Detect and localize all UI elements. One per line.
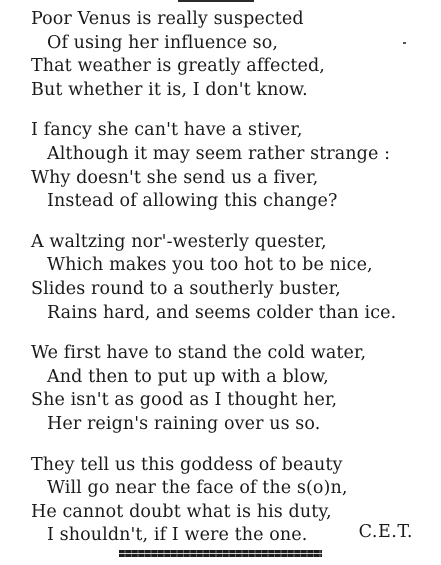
- poem-line: Rains hard, and seems colder than ice.: [47, 302, 397, 323]
- poem-line: That weather is greatly affected,: [31, 56, 325, 77]
- poem-line: Instead of allowing this change?: [47, 191, 338, 212]
- poem-line: He cannot doubt what is his duty,: [31, 501, 332, 522]
- stanza-3: [0, 231, 441, 325]
- poem-line: She isn't as good as I thought her,: [31, 390, 338, 411]
- author-signature: C.E.T.: [358, 522, 413, 542]
- poem-line: Poor Venus is really suspected: [31, 9, 304, 29]
- poem-line: And then to put up with a blow,: [47, 366, 329, 387]
- poem-line: Why doesn't she send us a fiver,: [31, 167, 319, 188]
- bottom-ornamental-rule: [119, 550, 322, 557]
- poem-line: We first have to stand the cold water,: [31, 343, 367, 364]
- poem-line: Although it may seem rather strange :: [47, 143, 391, 164]
- top-rule: [178, 0, 254, 2]
- poem-line: Will go near the face of the s(o)n,: [47, 478, 348, 499]
- poem-line: Her reign's raining over us so.: [47, 413, 321, 434]
- poem-line: But whether it is, I don't know.: [31, 79, 308, 100]
- poem-line: Slides round to a southerly buster,: [31, 278, 341, 299]
- poem-line: I shouldn't, if I were the one.: [47, 525, 308, 546]
- poem-line: They tell us this goddess of beauty: [31, 454, 343, 475]
- poem-line: I fancy she can't have a stiver,: [31, 120, 303, 141]
- stanza-4: [0, 342, 441, 436]
- poem-line: Of using her influence so,: [47, 32, 279, 53]
- poem: [0, 8, 441, 565]
- poem-line: A waltzing nor'-westerly quester,: [31, 231, 327, 252]
- poem-line: Which makes you too hot to be nice,: [47, 255, 373, 276]
- stanza-2: [0, 119, 441, 213]
- stanza-1: [0, 8, 441, 102]
